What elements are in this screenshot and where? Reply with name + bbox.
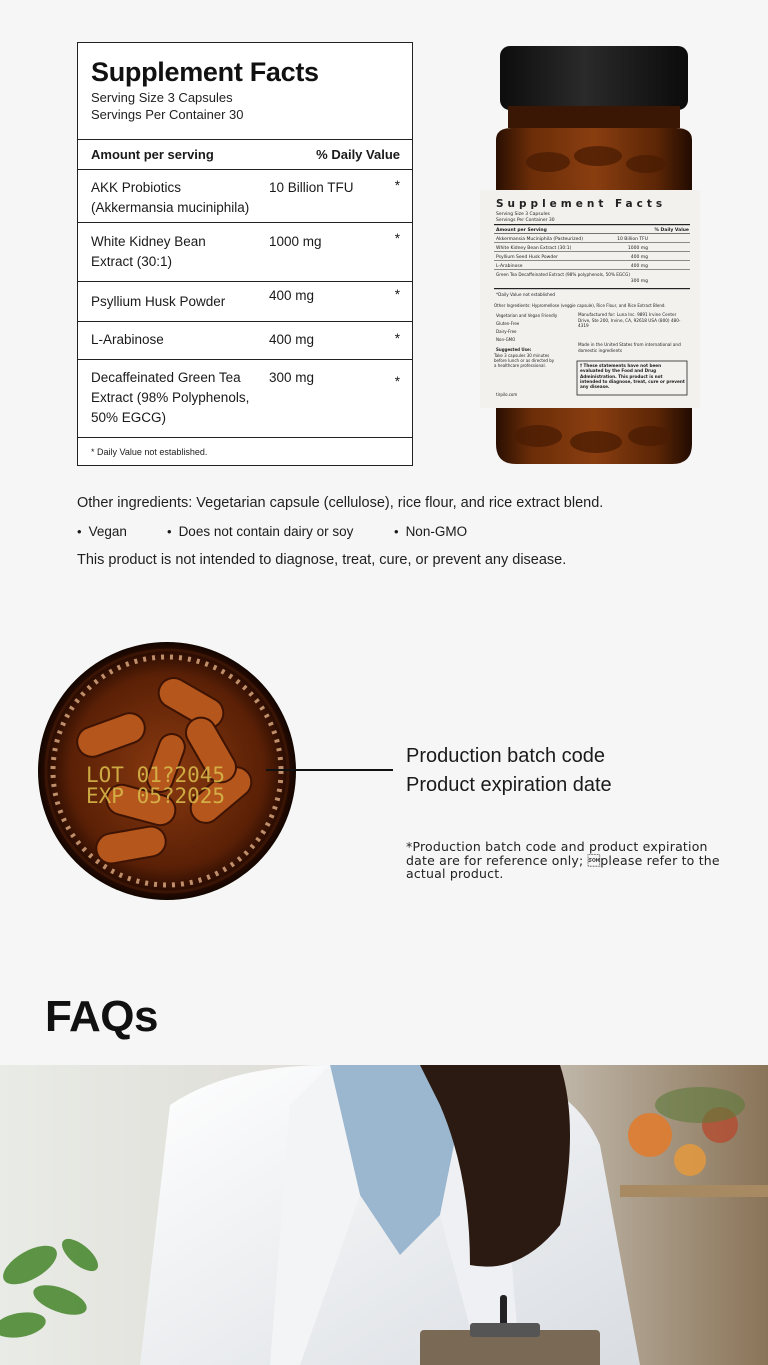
exp-code: EXP 05?2025 (86, 784, 226, 808)
reference-note: *Production batch code and product expiration date are for reference only; please refer to the actual product. (406, 839, 720, 881)
expiration-date-label: Product expiration date (406, 774, 612, 796)
batch-code-label: Production batch code (406, 745, 606, 767)
label-manufacturer: Manufactured for: Luna Inc. 9891 Irvine Center Drive, Ste 200, Irvine, CA, 92618 USA (800) 480-4319 (578, 312, 681, 328)
ingredient-name: AKK Probiotics (Akkermansia muciniphila) (91, 180, 250, 215)
ingredient-amount: 400 mg (269, 332, 315, 347)
ingredient-amount: 10 Billion TFU (269, 180, 354, 195)
bottle-cap (500, 46, 688, 110)
label-list-item: Non-GMO (496, 337, 516, 342)
facts-row (78, 322, 412, 360)
facts-title: Supplement Facts (91, 57, 319, 87)
servings-per-container: Servings Per Container 30 (91, 107, 244, 122)
bullet-item (77, 524, 167, 539)
faqs-heading: FAQs (45, 992, 158, 1041)
label-row-name: White Kidney Bean Extract (30:1) (496, 246, 572, 251)
label-list-item: Dairy-Free (496, 329, 517, 334)
facts-column-header (78, 140, 412, 170)
label-col-dv: % Daily Value (654, 228, 689, 233)
daily-value-mark: * (394, 178, 400, 193)
bullet-dot-icon: • (394, 524, 399, 539)
label-serving-size: Serving Size 3 Capsules (496, 212, 550, 217)
disclaimer: This product is not intended to diagnose, treat, cure, or prevent any disease. (77, 552, 567, 568)
label-row-name: Akkermansia Muciniphila (Pasteurized) (496, 237, 584, 242)
bullet-text: Non-GMO (405, 524, 468, 539)
ingredient-name: Decaffeinated Green Tea Extract (98% Polyphenols, 50% EGCG) (91, 370, 250, 425)
label-suggested-use-box (494, 353, 556, 389)
daily-value-mark: * (394, 374, 400, 389)
label-row-name: Psyllium Seed Husk Powder (496, 255, 558, 260)
label-dv-note: *Daily Value not established (496, 292, 556, 297)
label-col-amount: Amount per Serving (496, 228, 547, 233)
facts-row (78, 223, 412, 282)
daily-value-mark: * (394, 231, 400, 246)
bullet-item (394, 524, 467, 539)
label-made-box (578, 342, 690, 356)
label-servings: Servings Per Container 30 (496, 218, 555, 223)
ingredient-amount: 300 mg (269, 370, 315, 385)
facts-row (78, 360, 412, 438)
label-row-amount: 400 mg (630, 264, 648, 269)
bullet-item (167, 524, 394, 539)
ingredient-name: White Kidney Bean Extract (30:1) (91, 234, 206, 269)
ingredient-amount: 1000 mg (269, 234, 322, 249)
facts-row (78, 170, 412, 223)
serving-size: Serving Size 3 Capsules (91, 90, 233, 105)
label-list-item: Gluten-Free (496, 321, 520, 326)
label-row-name: Green Tea Decaffeinated Extract (98% polyphenols, 50% EGCG) (496, 272, 630, 277)
bullet-dot-icon: • (167, 524, 172, 539)
supplement-facts-panel (77, 42, 413, 466)
label-row-amount: 1000 mg (627, 246, 648, 251)
label-list-item: Vegetarian and Vegan Friendly (496, 313, 558, 318)
feature-bullets (77, 524, 467, 539)
daily-value-header: % Daily Value (316, 147, 400, 162)
ingredient-name: Psyllium Husk Powder (91, 294, 226, 309)
facts-footnote: * Daily Value not established. (91, 447, 208, 457)
doctor-photo (0, 1065, 768, 1365)
label-row-amount: 10 Billion TFU (617, 237, 648, 242)
daily-value-mark: * (394, 331, 400, 346)
amount-per-serving-header: Amount per serving (91, 147, 214, 162)
facts-header (78, 43, 412, 140)
label-other: Other Ingredients: Hypromellose (veggie capsule), Rice Flour, and Rice Extract Blend. (494, 303, 666, 308)
daily-value-mark: * (394, 287, 400, 302)
label-mfg-box (578, 312, 690, 342)
label-fda-statement: † These statements have not been evaluated by the Food and Drug Administration. This product is not intended to diagnose, treat, cure or prevent any disease. (580, 363, 685, 390)
label-fda-box (580, 363, 685, 395)
other-ingredients: Other ingredients: Vegetarian capsule (cellulose), rice flour, and rice extract blend. (77, 495, 604, 511)
label-suggested-use: Take 3 capsules 30 minutes before lunch or as directed by a healthcare professional. (494, 353, 555, 368)
label-row-name: L-Arabinose (496, 264, 523, 269)
lot-code: LOT 01?2045 (86, 763, 226, 787)
label-suggested-title: Suggested Use: (496, 347, 532, 352)
bottle-bottom-image (36, 640, 298, 902)
bullet-dot-icon: • (77, 524, 82, 539)
label-made-in: Made in the United States from international and domestic ingredients (578, 342, 681, 353)
callout-line (266, 769, 393, 771)
supplement-bottle-image (478, 44, 710, 468)
label-row-amount: 400 mg (630, 255, 648, 260)
bullet-text: Does not contain dairy or soy (178, 524, 354, 539)
ingredient-amount: 400 mg (269, 288, 315, 303)
facts-row (78, 282, 412, 322)
label-site: tirpilo.com (496, 392, 518, 397)
label-title: Supplement Facts (496, 198, 667, 210)
ingredient-name: L-Arabinose (91, 332, 164, 347)
label-row-amount: 300 mg (630, 279, 648, 284)
bullet-text: Vegan (88, 524, 127, 539)
